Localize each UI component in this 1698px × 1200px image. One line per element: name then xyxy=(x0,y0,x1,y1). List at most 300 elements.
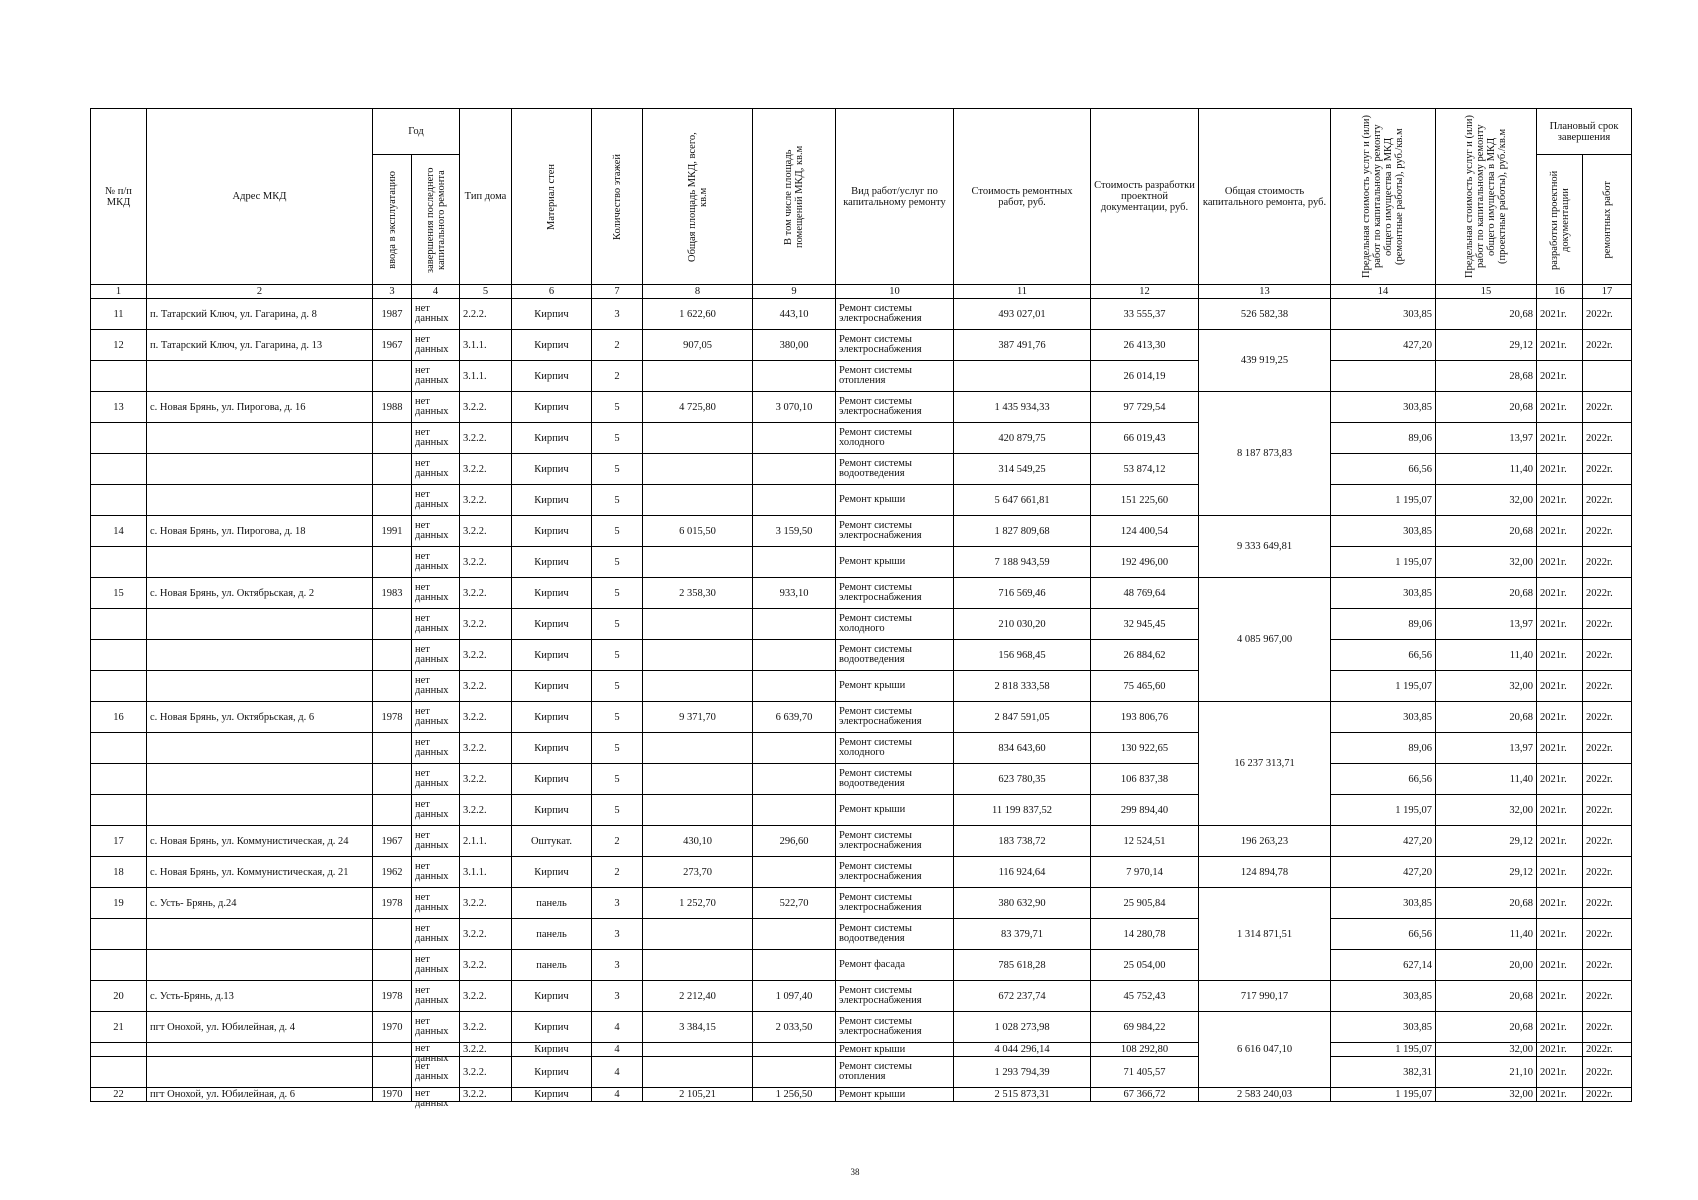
cell-deadline-repair: 2022г. xyxy=(1583,299,1632,330)
table-row xyxy=(91,950,1632,981)
cell-limit-design: 20,68 xyxy=(1436,888,1537,919)
cell-design-cost: 53 874,12 xyxy=(1091,454,1199,485)
cell-address: с. Новая Брянь, ул. Октябрьская, д. 6 xyxy=(147,702,373,733)
header-year: Год xyxy=(373,109,460,155)
cell-work: Ремонт системы электроснабжения xyxy=(839,829,922,851)
cell-repair-cost: 420 879,75 xyxy=(954,423,1091,454)
cell-design-cost: 97 729,54 xyxy=(1091,392,1199,423)
cell-num: 14 xyxy=(91,516,147,547)
cell-year: 1983 xyxy=(373,578,412,609)
cell-type: 3.1.1. xyxy=(460,330,512,361)
cell-total-cost: 526 582,38 xyxy=(1199,299,1331,330)
cell-deadline-design: 2021г. xyxy=(1537,1088,1583,1102)
cell-no-data: нет данных xyxy=(415,427,449,448)
cell-work: Ремонт системы электроснабжения xyxy=(839,333,922,355)
cell-no-data: нет данных xyxy=(415,551,449,572)
cell-deadline-design: 2021г. xyxy=(1537,578,1583,609)
column-number: 3 xyxy=(373,285,412,299)
table-header xyxy=(91,109,1632,299)
cell-type: 3.2.2. xyxy=(460,640,512,671)
cell-floors: 5 xyxy=(592,454,643,485)
cell-total-area: 2 105,21 xyxy=(643,1088,753,1102)
cell-deadline-repair: 2022г. xyxy=(1583,485,1632,516)
header-limit-design xyxy=(1436,109,1537,285)
cell-design-cost: 106 837,38 xyxy=(1091,764,1199,795)
cell-total-area: 1 252,70 xyxy=(643,888,753,919)
cell-wall: Кирпич xyxy=(512,609,592,640)
cell-work: Ремонт системы электроснабжения xyxy=(839,581,922,603)
cell-type: 3.2.2. xyxy=(460,485,512,516)
cell-design-cost: 25 905,84 xyxy=(1091,888,1199,919)
cell-address: с. Новая Брянь, ул. Пирогова, д. 16 xyxy=(147,392,373,423)
header-total-cost: Общая стоимость капитального ремонта, руб. xyxy=(1199,109,1331,285)
cell-design-cost: 299 894,40 xyxy=(1091,795,1199,826)
cell-deadline-repair: 2022г. xyxy=(1583,392,1632,423)
cell-wall: Кирпич xyxy=(512,392,592,423)
cell-limit-design: 32,00 xyxy=(1436,485,1537,516)
table-row xyxy=(91,516,1632,547)
cell-wall: Кирпич xyxy=(512,640,592,671)
cell-deadline-repair: 2022г. xyxy=(1583,826,1632,857)
table-row xyxy=(91,857,1632,888)
cell-no-data: нет данных xyxy=(415,892,449,913)
cell-type: 3.2.2. xyxy=(460,950,512,981)
cell-deadline-repair: 2022г. xyxy=(1583,919,1632,950)
cell-address: п. Татарский Ключ, ул. Гагарина, д. 13 xyxy=(147,330,373,361)
cell-deadline-repair: 2022г. xyxy=(1583,671,1632,702)
cell-wall: Кирпич xyxy=(512,361,592,392)
cell-limit-design: 11,40 xyxy=(1436,454,1537,485)
cell-design-cost: 14 280,78 xyxy=(1091,919,1199,950)
cell-limit-design: 13,97 xyxy=(1436,423,1537,454)
cell-limit-design: 11,40 xyxy=(1436,640,1537,671)
cell-type: 3.2.2. xyxy=(460,454,512,485)
cell-floors: 2 xyxy=(592,826,643,857)
cell-floors: 4 xyxy=(592,1057,643,1088)
table-row xyxy=(91,981,1632,1012)
cell-floors: 5 xyxy=(592,423,643,454)
cell-no-data: нет данных xyxy=(415,830,449,851)
cell-wall: Кирпич xyxy=(512,423,592,454)
cell-limit-repair: 303,85 xyxy=(1331,981,1436,1012)
cell-address: с. Новая Брянь, ул. Коммунистическая, д. 24 xyxy=(147,826,373,857)
cell-total-cost: 196 263,23 xyxy=(1199,826,1331,857)
cell-limit-repair: 303,85 xyxy=(1331,516,1436,547)
table-row xyxy=(91,826,1632,857)
cell-repair-cost: 1 435 934,33 xyxy=(954,392,1091,423)
cell-type: 3.2.2. xyxy=(460,1043,512,1057)
header-total-area-text: Общая площадь МКД, всего, кв.м xyxy=(686,131,709,262)
cell-type: 3.2.2. xyxy=(460,1012,512,1043)
cell-wall: Оштукат. xyxy=(512,826,592,857)
cell-no-data: нет данных xyxy=(415,1043,449,1064)
table-row xyxy=(91,1088,1632,1102)
cell-work: Ремонт крыши xyxy=(839,803,906,815)
cell-work: Ремонт крыши xyxy=(836,1043,954,1057)
cell-design-cost: 25 054,00 xyxy=(1091,950,1199,981)
cell-type: 3.2.2. xyxy=(460,981,512,1012)
cell-num: 15 xyxy=(91,578,147,609)
table-row xyxy=(91,671,1632,702)
header-limit-repair-text: Предельная стоимость услуг и (или) работ по капитальному ремонту общего имущества в МКД (ремонтные работы), руб./кв.м xyxy=(1361,115,1405,278)
cell-year: 1967 xyxy=(373,826,412,857)
cell-no-data: нет данных xyxy=(415,613,449,634)
cell-floors: 4 xyxy=(592,1043,643,1057)
cell-total-area: 1 622,60 xyxy=(643,299,753,330)
column-number: 15 xyxy=(1436,285,1537,299)
cell-wall: Кирпич xyxy=(512,578,592,609)
cell-floors: 5 xyxy=(592,733,643,764)
cell-work: Ремонт крыши xyxy=(839,493,906,505)
cell-floors: 2 xyxy=(592,330,643,361)
cell-total-cost: 4 085 967,00 xyxy=(1199,578,1331,702)
cell-floors: 3 xyxy=(592,299,643,330)
table-row xyxy=(91,578,1632,609)
cell-total-area: 2 358,30 xyxy=(643,578,753,609)
cell-limit-design: 11,40 xyxy=(1436,764,1537,795)
cell-work: Ремонт системы водоотведения xyxy=(839,767,912,789)
cell-limit-design: 29,12 xyxy=(1436,857,1537,888)
cell-num: 17 xyxy=(91,826,147,857)
header-year-commission-text: ввода в эксплуатацию xyxy=(386,170,398,269)
cell-limit-design: 20,00 xyxy=(1436,950,1537,981)
cell-wall: Кирпич xyxy=(512,764,592,795)
cell-total-cost: 1 314 871,51 xyxy=(1199,888,1331,981)
cell-floors: 5 xyxy=(592,485,643,516)
cell-total-cost: 6 616 047,10 xyxy=(1199,1012,1331,1088)
cell-floors: 3 xyxy=(592,981,643,1012)
cell-floors: 5 xyxy=(592,671,643,702)
cell-no-data: нет данных xyxy=(415,737,449,758)
column-number: 11 xyxy=(954,285,1091,299)
cell-deadline-repair: 2022г. xyxy=(1583,423,1632,454)
cell-work: Ремонт системы электроснабжения xyxy=(839,860,922,882)
cell-repair-cost: 116 924,64 xyxy=(954,857,1091,888)
cell-work: Ремонт системы электроснабжения xyxy=(839,302,922,324)
table-row xyxy=(91,423,1632,454)
cell-num: 12 xyxy=(91,330,147,361)
cell-deadline-repair: 2022г. xyxy=(1583,764,1632,795)
cell-deadline-design: 2021г. xyxy=(1537,330,1583,361)
cell-total-cost: 439 919,25 xyxy=(1199,330,1331,392)
cell-no-data: нет данных xyxy=(415,1061,449,1082)
cell-deadline-design: 2021г. xyxy=(1537,640,1583,671)
table-body xyxy=(91,299,1632,1109)
cell-no-data: нет данных xyxy=(415,861,449,882)
cell-premises-area: 6 639,70 xyxy=(753,702,836,733)
column-number: 10 xyxy=(836,285,954,299)
cell-no-data: нет данных xyxy=(415,1016,449,1037)
header-address: Адрес МКД xyxy=(147,109,373,285)
cell-num: 19 xyxy=(91,888,147,919)
column-number: 8 xyxy=(643,285,753,299)
cell-deadline-design: 2021г. xyxy=(1537,547,1583,578)
cell-work: Ремонт системы водоотведения xyxy=(839,643,912,665)
column-number: 5 xyxy=(460,285,512,299)
cell-design-cost: 192 496,00 xyxy=(1091,547,1199,578)
column-number: 1 xyxy=(91,285,147,299)
cell-wall: Кирпич xyxy=(512,857,592,888)
cell-wall: Кирпич xyxy=(512,454,592,485)
cell-repair-cost: 210 030,20 xyxy=(954,609,1091,640)
cell-year: 1988 xyxy=(373,392,412,423)
cell-repair-cost: 716 569,46 xyxy=(954,578,1091,609)
cell-no-data: нет данных xyxy=(415,768,449,789)
cell-deadline-design: 2021г. xyxy=(1537,857,1583,888)
table-row xyxy=(91,1043,1632,1057)
cell-deadline-repair: 2022г. xyxy=(1583,578,1632,609)
cell-address: с. Новая Брянь, ул. Коммунистическая, д. 21 xyxy=(147,857,373,888)
column-number: 14 xyxy=(1331,285,1436,299)
cell-limit-repair: 303,85 xyxy=(1331,392,1436,423)
cell-floors: 5 xyxy=(592,547,643,578)
cell-work: Ремонт крыши xyxy=(839,679,906,691)
cell-limit-design: 32,00 xyxy=(1436,547,1537,578)
header-floors-text: Количество этажей xyxy=(611,153,623,240)
cell-deadline-design: 2021г. xyxy=(1537,423,1583,454)
table-row xyxy=(91,733,1632,764)
cell-repair-cost: 785 618,28 xyxy=(954,950,1091,981)
cell-limit-repair: 427,20 xyxy=(1331,330,1436,361)
cell-year: 1978 xyxy=(373,981,412,1012)
cell-total-area: 4 725,80 xyxy=(643,392,753,423)
cell-deadline-design: 2021г. xyxy=(1537,919,1583,950)
cell-total-area: 9 371,70 xyxy=(643,702,753,733)
cell-limit-design: 20,68 xyxy=(1436,392,1537,423)
cell-deadline-repair: 2022г. xyxy=(1583,640,1632,671)
header-repair-cost: Стоимость ремонтных работ, руб. xyxy=(954,109,1091,285)
cell-wall: Кирпич xyxy=(512,547,592,578)
cell-deadline-design: 2021г. xyxy=(1537,1012,1583,1043)
cell-limit-repair: 382,31 xyxy=(1331,1057,1436,1088)
cell-type: 3.1.1. xyxy=(460,857,512,888)
cell-type: 3.2.2. xyxy=(460,702,512,733)
cell-limit-repair: 627,14 xyxy=(1331,950,1436,981)
header-premises-area xyxy=(753,109,836,285)
cell-year: 1978 xyxy=(373,702,412,733)
cell-deadline-repair: 2022г. xyxy=(1583,702,1632,733)
cell-design-cost: 108 292,80 xyxy=(1091,1043,1199,1057)
cell-design-cost: 193 806,76 xyxy=(1091,702,1199,733)
cell-repair-cost: 83 379,71 xyxy=(954,919,1091,950)
cell-deadline-design: 2021г. xyxy=(1537,1043,1583,1057)
cell-limit-design: 20,68 xyxy=(1436,702,1537,733)
cell-limit-design: 13,97 xyxy=(1436,609,1537,640)
header-deadline-repair-text: ремонтных работ xyxy=(1601,180,1613,259)
cell-premises-area: 1 097,40 xyxy=(753,981,836,1012)
cell-floors: 2 xyxy=(592,857,643,888)
cell-type: 3.2.2. xyxy=(460,888,512,919)
cell-year: 1991 xyxy=(373,516,412,547)
cell-deadline-design: 2021г. xyxy=(1537,361,1583,392)
cell-no-data: нет данных xyxy=(415,923,449,944)
cell-address: с. Усть- Брянь, д.24 xyxy=(147,888,373,919)
cell-design-cost: 48 769,64 xyxy=(1091,578,1199,609)
column-number: 9 xyxy=(753,285,836,299)
cell-repair-cost: 2 515 873,31 xyxy=(954,1088,1091,1102)
cell-repair-cost: 1 827 809,68 xyxy=(954,516,1091,547)
cell-num: 18 xyxy=(91,857,147,888)
cell-no-data: нет данных xyxy=(415,675,449,696)
cell-type: 3.2.2. xyxy=(460,671,512,702)
cell-wall: панель xyxy=(512,919,592,950)
cell-work: Ремонт системы водоотведения xyxy=(839,922,912,944)
cell-deadline-design: 2021г. xyxy=(1537,392,1583,423)
cell-limit-repair: 89,06 xyxy=(1331,609,1436,640)
cell-wall: панель xyxy=(512,888,592,919)
cell-deadline-design: 2021г. xyxy=(1537,795,1583,826)
cell-no-data: нет данных xyxy=(415,644,449,665)
cell-floors: 5 xyxy=(592,702,643,733)
cell-design-cost: 7 970,14 xyxy=(1091,857,1199,888)
table-row xyxy=(91,361,1632,392)
cell-deadline-repair: 2022г. xyxy=(1583,950,1632,981)
cell-work: Ремонт системы электроснабжения xyxy=(839,705,922,727)
cell-design-cost: 12 524,51 xyxy=(1091,826,1199,857)
cell-no-data: нет данных xyxy=(415,1088,449,1109)
cell-wall: Кирпич xyxy=(512,702,592,733)
cell-repair-cost: 156 968,45 xyxy=(954,640,1091,671)
capital-repair-table xyxy=(90,108,1632,1109)
cell-repair-cost: 623 780,35 xyxy=(954,764,1091,795)
column-number: 4 xyxy=(412,285,460,299)
cell-type: 3.2.2. xyxy=(460,919,512,950)
header-wall-material xyxy=(512,109,592,285)
cell-address: с. Новая Брянь, ул. Октябрьская, д. 2 xyxy=(147,578,373,609)
cell-limit-repair: 66,56 xyxy=(1331,919,1436,950)
cell-limit-repair: 303,85 xyxy=(1331,578,1436,609)
header-total-area xyxy=(643,109,753,285)
cell-num: 22 xyxy=(91,1088,147,1102)
cell-floors: 3 xyxy=(592,919,643,950)
cell-premises-area: 1 256,50 xyxy=(753,1088,836,1102)
cell-limit-repair: 303,85 xyxy=(1331,299,1436,330)
cell-year: 1967 xyxy=(373,330,412,361)
cell-year: 1970 xyxy=(373,1088,412,1102)
cell-deadline-repair: 2022г. xyxy=(1583,547,1632,578)
cell-wall: Кирпич xyxy=(512,1088,592,1102)
cell-deadline-repair: 2022г. xyxy=(1583,795,1632,826)
header-design-cost: Стоимость разработки проектной документации, руб. xyxy=(1091,109,1199,285)
cell-design-cost: 151 225,60 xyxy=(1091,485,1199,516)
table-row xyxy=(91,1057,1632,1088)
cell-deadline-design: 2021г. xyxy=(1537,1057,1583,1088)
cell-limit-design: 29,12 xyxy=(1436,826,1537,857)
cell-wall: Кирпич xyxy=(512,671,592,702)
cell-deadline-design: 2021г. xyxy=(1537,888,1583,919)
header-year-commission xyxy=(373,155,412,285)
cell-deadline-design: 2021г. xyxy=(1537,671,1583,702)
column-number-row xyxy=(91,285,1632,299)
cell-deadline-design: 2021г. xyxy=(1537,609,1583,640)
cell-limit-repair: 427,20 xyxy=(1331,857,1436,888)
cell-design-cost: 124 400,54 xyxy=(1091,516,1199,547)
cell-type: 3.2.2. xyxy=(460,547,512,578)
cell-type: 3.2.2. xyxy=(460,764,512,795)
cell-premises-area: 3 070,10 xyxy=(753,392,836,423)
cell-limit-repair: 1 195,07 xyxy=(1331,547,1436,578)
cell-limit-design: 21,10 xyxy=(1436,1057,1537,1088)
cell-year: 1962 xyxy=(373,857,412,888)
cell-no-data: нет данных xyxy=(415,303,449,324)
table-row xyxy=(91,299,1632,330)
column-number: 16 xyxy=(1537,285,1583,299)
header-year-last-repair xyxy=(412,155,460,285)
table-row xyxy=(91,888,1632,919)
cell-limit-design: 29,12 xyxy=(1436,330,1537,361)
cell-floors: 5 xyxy=(592,516,643,547)
cell-no-data: нет данных xyxy=(415,706,449,727)
column-number: 17 xyxy=(1583,285,1632,299)
cell-total-area: 430,10 xyxy=(643,826,753,857)
column-number: 2 xyxy=(147,285,373,299)
cell-deadline-repair: 2022г. xyxy=(1583,733,1632,764)
cell-limit-design: 20,68 xyxy=(1436,1012,1537,1043)
page-number: 38 xyxy=(850,1167,860,1177)
cell-type: 3.2.2. xyxy=(460,733,512,764)
cell-wall: Кирпич xyxy=(512,330,592,361)
cell-design-cost: 67 366,72 xyxy=(1091,1088,1199,1102)
header-year-last-repair-text: завершения последнего капитального ремонта xyxy=(424,166,447,273)
cell-type: 3.2.2. xyxy=(460,392,512,423)
cell-limit-repair: 66,56 xyxy=(1331,454,1436,485)
cell-no-data: нет данных xyxy=(415,582,449,603)
column-number: 6 xyxy=(512,285,592,299)
cell-type: 3.2.2. xyxy=(460,1057,512,1088)
cell-premises-area: 933,10 xyxy=(753,578,836,609)
cell-type: 3.2.2. xyxy=(460,516,512,547)
table-row xyxy=(91,547,1632,578)
cell-no-data: нет данных xyxy=(415,985,449,1006)
cell-repair-cost: 380 632,90 xyxy=(954,888,1091,919)
table-row xyxy=(91,764,1632,795)
cell-work: Ремонт системы отопления xyxy=(839,364,912,386)
cell-work: Ремонт крыши xyxy=(836,1088,954,1102)
cell-premises-area: 3 159,50 xyxy=(753,516,836,547)
cell-deadline-repair: 2022г. xyxy=(1583,330,1632,361)
cell-work: Ремонт системы холодного xyxy=(839,736,912,758)
cell-type: 3.1.1. xyxy=(460,361,512,392)
cell-limit-repair: 303,85 xyxy=(1331,1012,1436,1043)
cell-floors: 5 xyxy=(592,640,643,671)
cell-premises-area: 443,10 xyxy=(753,299,836,330)
cell-deadline-repair: 2022г. xyxy=(1583,454,1632,485)
cell-design-cost: 32 945,45 xyxy=(1091,609,1199,640)
cell-deadline-repair: 2022г. xyxy=(1583,981,1632,1012)
header-wall-material-text: Материал стен xyxy=(546,163,557,230)
cell-no-data: нет данных xyxy=(415,954,449,975)
cell-work: Ремонт системы электроснабжения xyxy=(839,984,922,1006)
cell-type: 3.2.2. xyxy=(460,609,512,640)
cell-year: 1978 xyxy=(373,888,412,919)
cell-work: Ремонт системы электроснабжения xyxy=(839,891,922,913)
table-row xyxy=(91,702,1632,733)
cell-work: Ремонт фасада xyxy=(839,958,906,970)
cell-design-cost: 66 019,43 xyxy=(1091,423,1199,454)
cell-limit-design: 32,00 xyxy=(1436,1088,1537,1102)
cell-deadline-design: 2021г. xyxy=(1537,950,1583,981)
cell-deadline-design: 2021г. xyxy=(1537,516,1583,547)
cell-design-cost: 33 555,37 xyxy=(1091,299,1199,330)
cell-total-cost: 2 583 240,03 xyxy=(1199,1088,1331,1102)
cell-year: 1970 xyxy=(373,1012,412,1043)
cell-wall: Кирпич xyxy=(512,516,592,547)
cell-limit-repair: 427,20 xyxy=(1331,826,1436,857)
cell-deadline-design: 2021г. xyxy=(1537,299,1583,330)
header-deadline-design-text: разработки проектной документации xyxy=(1548,169,1571,270)
header-deadline-repair xyxy=(1583,155,1632,285)
cell-limit-repair: 1 195,07 xyxy=(1331,1043,1436,1057)
